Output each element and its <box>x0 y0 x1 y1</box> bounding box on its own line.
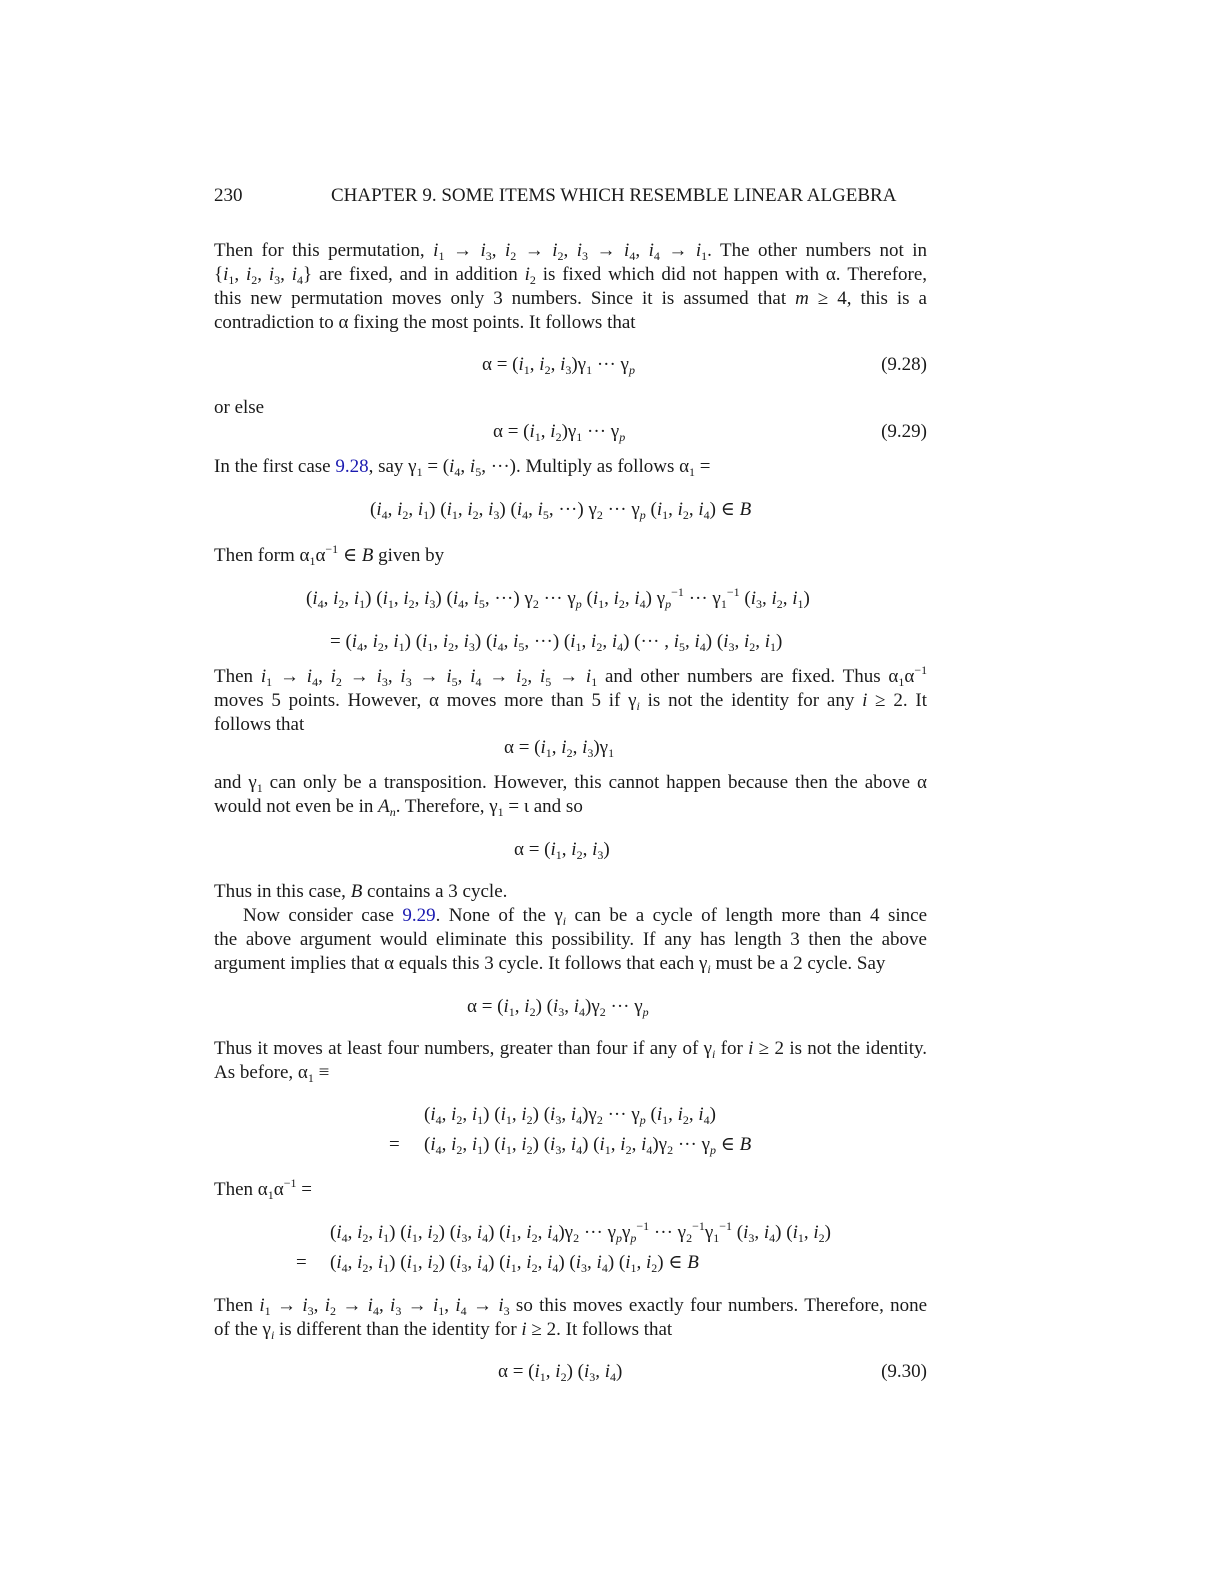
equation: $\alpha = (i_1$, $i_2$) ($i_3$, $i_4)\gamma_2$ ··· $\gamma_p$ <box>467 996 649 1019</box>
paragraph-line: {$i_1$, $i_2$, $i_3$, $i_4$} are fixed, and in addition $i_2$ is fixed which did not happen with α. Therefore, <box>214 264 928 287</box>
paragraph-line: would not even be in $A_n$. Therefore, $\gamma_1 = \iota$ and so <box>214 796 583 819</box>
paragraph-line: this new permutation moves only 3 numbers. Since it is assumed that m ≥ 4, this is a <box>214 288 927 309</box>
paragraph-line: of the $\gamma_i$ is different than the identity for i ≥ 2. It follows that <box>214 1319 673 1342</box>
equation: $\alpha = (i_1$, $i_2$, $i_3)\gamma_1$ ··· $\gamma_p$ <box>482 354 635 377</box>
paragraph-line: moves 5 points. However, α moves more than 5 if $\gamma_i$ is not the identity for any i ≥ 2. It <box>214 690 927 713</box>
paragraph-line: Then $i_1 \to i_3$, $i_2 \to i_4$, $i_3 \to i_1$, $i_4 \to i_3$ so this moves exactly four numbers. Therefore, none <box>214 1295 928 1318</box>
equation-reference[interactable]: 9.29 <box>402 905 436 926</box>
paragraph-line: Then form $\alpha_1\alpha^{-1}$ ∈ B given by <box>214 542 445 568</box>
equation: $\alpha = (i_1$, $i_2$) ($i_3$, $i_4$) <box>498 1361 623 1384</box>
paragraph-line: contradiction to α fixing the most points. It follows that <box>214 312 636 333</box>
equation: = <box>296 1252 307 1273</box>
equation: $\alpha = (i_1$, $i_2$, $i_3$) <box>514 839 610 862</box>
equation: = ($i_4$, $i_2$, $i_1$) ($i_1$, $i_2$, $i_3$) ($i_4$, $i_5$, ···) ($i_1$, $i_2$, $i_4$) (··· , $i_5$, $i_4$) ($i_3$, $i_2$, $i_1$) <box>330 631 783 654</box>
paragraph-line: Then for this permutation, $i_1 \to i_3$, $i_2 \to i_2$, $i_3 \to i_4$, $i_4 \to i_1$. The other numbers not in <box>214 240 928 263</box>
equation-number: (9.28) <box>881 354 927 375</box>
equation: ($i_4$, $i_2$, $i_1$) ($i_1$, $i_2$, $i_3$) ($i_4$, $i_5$, ···) $\gamma_2$ ··· $\gamma_p$ ($i_1$, $i_2$, $i_4$) ∈ B <box>370 499 752 522</box>
equation: $\alpha = (i_1$, $i_2)\gamma_1$ ··· $\gamma_p$ <box>493 421 626 444</box>
equation: ($i_4$, $i_2$, $i_1$) ($i_1$, $i_2$, $i_3$) ($i_4$, $i_5$, ···) $\gamma_2$ ··· $\gamma_p$ ($i_1$, $i_2$, $i_4$) $\gamma_p^{-1}$ ··· $\gamma_1^{-1}$ ($i_3$, $i_2$, $i_1$) <box>306 585 810 611</box>
paragraph-line: Thus it moves at least four numbers, greater than four if any of $\gamma_i$ for i ≥ 2 is not the identity. <box>214 1038 927 1061</box>
paragraph-line: the above argument would eliminate this possibility. If any has length 3 then the above <box>214 929 927 950</box>
paragraph-line: Now consider case 9.29. None of the $\gamma_i$ can be a cycle of length more than 4 since <box>243 905 927 928</box>
equation: ($i_4$, $i_2$, $i_1$) ($i_1$, $i_2$) ($i_3$, $i_4$) ($i_1$, $i_2$, $i_4)\gamma_2$ ··· $\gamma_p\gamma_p^{-1}$ ··· $\gamma_2^{-1}\gamma_1^{-1}$ ($i_3$, $i_4$) ($i_1$, $i_2$) <box>330 1219 831 1245</box>
paragraph-line: or else <box>214 397 265 418</box>
equation: ($i_4$, $i_2$, $i_1$) ($i_1$, $i_2$) ($i_3$, $i_4$) ($i_1$, $i_2$, $i_4$) ($i_3$, $i_4$) ($i_1$, $i_2$) ∈ B <box>330 1252 699 1275</box>
paragraph-line: and $\gamma_1$ can only be a transposition. However, this cannot happen because then the above α <box>214 772 927 795</box>
equation-number: (9.30) <box>881 1361 927 1382</box>
page-number: 230 <box>214 185 243 206</box>
equation: ($i_4$, $i_2$, $i_1$) ($i_1$, $i_2$) ($i_3$, $i_4$) ($i_1$, $i_2$, $i_4)\gamma_2$ ··· $\gamma_p$ ∈ B <box>424 1134 752 1157</box>
equation: ($i_4$, $i_2$, $i_1$) ($i_1$, $i_2$) ($i_3$, $i_4)\gamma_2$ ··· $\gamma_p$ ($i_1$, $i_2$, $i_4$) <box>424 1104 716 1127</box>
equation-reference[interactable]: 9.28 <box>335 456 369 477</box>
paragraph-line: In the first case 9.28, say $\gamma_1 = (i_4$, $i_5$, ···). Multiply as follows $\alpha_1$ = <box>214 456 711 479</box>
paragraph-line: Then $i_1 \to i_4$, $i_2 \to i_3$, $i_3 \to i_5$, $i_4 \to i_2$, $i_5 \to i_1$ and other numbers are fixed. Thus $\alpha_1\alpha^{-1}$ <box>214 663 928 689</box>
equation-number: (9.29) <box>881 421 927 442</box>
paragraph-line: Then $\alpha_1\alpha^{-1}$ = <box>214 1176 312 1202</box>
paragraph-line: Thus in this case, B contains a 3 cycle. <box>214 881 508 902</box>
running-title: CHAPTER 9. SOME ITEMS WHICH RESEMBLE LINEAR ALGEBRA <box>331 185 897 206</box>
paragraph-line: argument implies that α equals this 3 cycle. It follows that each $\gamma_i$ must be a 2 cycle. Say <box>214 953 886 976</box>
paragraph-line: follows that <box>214 714 305 735</box>
equation: $\alpha = (i_1$, $i_2$, $i_3)\gamma_1$ <box>504 737 615 760</box>
equation: = <box>389 1134 400 1155</box>
paragraph-line: As before, $\alpha_1$ ≡ <box>214 1062 330 1085</box>
